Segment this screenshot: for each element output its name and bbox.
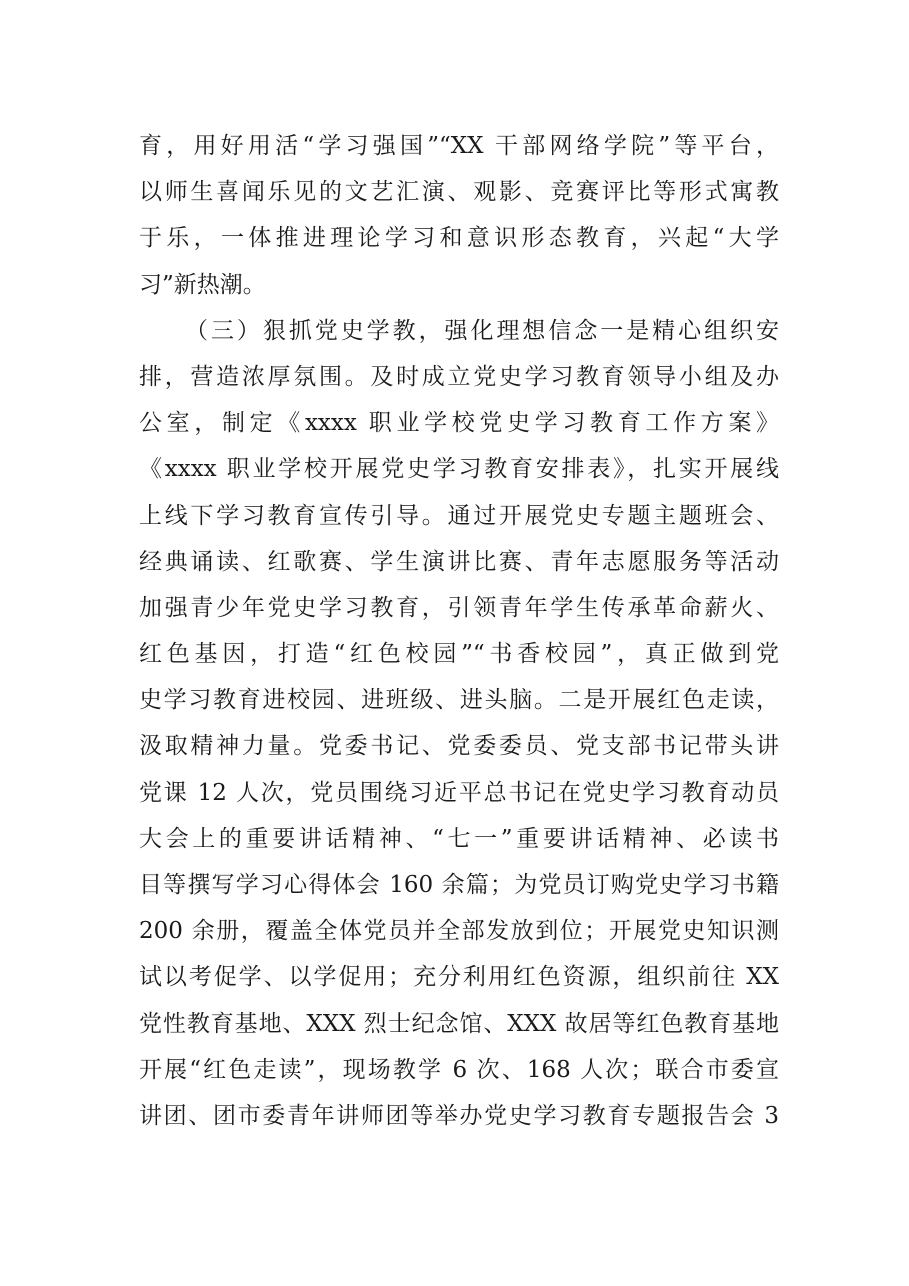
- text-line: 经典诵读、红歌赛、学生演讲比赛、青年志愿服务等活动: [139, 548, 779, 575]
- text-line: 讲团、团市委青年讲师团等举办党史学习教育专题报告会 3: [139, 1102, 779, 1129]
- text-line: 目等撰写学习心得体会 160 余篇；为党员订购党史学习书籍: [139, 872, 779, 898]
- text-line: 红色基因，打造“红色校园”“书香校园”，真正做到党: [139, 641, 779, 668]
- body-text: [139, 123, 779, 1139]
- text-line: 汲取精神力量。党委书记、党委委员、党支部书记带头讲: [139, 733, 779, 760]
- text-line: 以师生喜闻乐见的文艺汇演、观影、竞赛评比等形式寓教: [139, 179, 779, 206]
- text-line: 上线下学习教育宣传引导。通过开展党史专题主题班会、: [139, 502, 779, 529]
- text-line: 200 余册，覆盖全体党员并全部发放到位；开展党史知识测: [139, 918, 779, 945]
- section-heading-line: （三）狠抓党史学教，强化理想信念一是精心组织安: [185, 317, 779, 344]
- text-line: 育，用好用活“学习强国”“XX 干部网络学院”等平台，: [139, 133, 779, 159]
- text-line: 开展“红色走读”，现场教学 6 次、168 人次；联合市委宣: [139, 1056, 779, 1083]
- text-line: 于乐，一体推进理论学习和意识形态教育，兴起“大学: [139, 225, 779, 252]
- text-line: 试以考促学、以学促用；充分利用红色资源，组织前往 XX: [139, 964, 779, 991]
- text-line: 加强青少年党史学习教育，引领青年学生传承革命薪火、: [139, 594, 779, 621]
- text-line: 大会上的重要讲话精神、“七一”重要讲话精神、必读书: [139, 825, 779, 852]
- text-line: 史学习教育进校园、进班级、进头脑。二是开展红色走读，: [139, 687, 779, 714]
- text-line: 排，营造浓厚氛围。及时成立党史学习教育领导小组及办: [139, 363, 779, 390]
- text-line: 《xxxx 职业学校开展党史学习教育安排表》，扎实开展线: [139, 456, 779, 483]
- text-line: 习”新热潮。: [139, 271, 266, 298]
- text-line: 党课 12 人次，党员围绕习近平总书记在党史学习教育动员: [139, 779, 779, 806]
- text-line: 党性教育基地、XXX 烈士纪念馆、XXX 故居等红色教育基地: [139, 1010, 779, 1037]
- text-line: 公室，制定《xxxx 职业学校党史学习教育工作方案》: [139, 410, 779, 437]
